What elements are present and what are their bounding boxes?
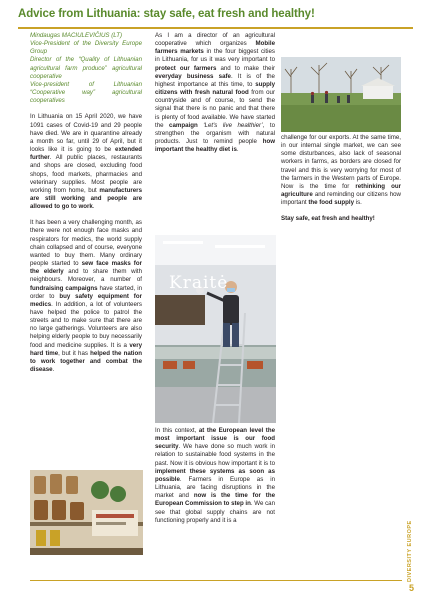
page-title: Advice from Lithuania: stay safe, eat fresh and healthy! <box>18 8 315 20</box>
author-role-2: Director of the “Quality of Lithuanian agricultural farm produce” agricultural cooperative <box>30 56 142 80</box>
col1-paragraph-2: It has been a very challenging month, as there were not enough face masks and respirators for medics, the world supply chain collapsed and of course, everyone wanted to buy them. Many ordinary people started to sew face masks for the elderly and to share them with neighbours. Moreover, a number of fundraising campaigns have started, in order to buy safety equipment for medics. In addition, a lot of volunteers have helped the police to patrol the streets and to make sure that there are no large gatherings. Volunteers are also helping elderly people to buy necessarily food and medicine supplies. It is a very hard time, but it has helped the nation to work together and combat the disease. <box>30 219 143 374</box>
author-role-3: Vice-president of Lithuanian “Cooperative way” agricultural cooperatives <box>30 80 142 105</box>
products-illustration <box>30 470 143 555</box>
shop-disinfection-photo <box>155 235 276 423</box>
column-1 <box>30 32 142 382</box>
column-2-lower <box>155 427 275 533</box>
farmers-market-photo <box>281 57 401 132</box>
col3-closing: Stay safe, eat fresh and healthy! <box>281 215 375 223</box>
products-photo <box>30 470 143 555</box>
shop-sign: Kraitė <box>169 273 229 293</box>
author-block <box>30 32 142 105</box>
column-3 <box>281 134 401 232</box>
column-2 <box>155 32 275 162</box>
section-label: DIVERSITY EUROPE <box>407 520 413 582</box>
title-rule <box>18 27 413 29</box>
shop-illustration <box>155 235 276 423</box>
col3-paragraph-1: challenge for our exports. At the same time, in our internal single market, we can see some disturbances, also lack of seasonal workers in farms, as borders are closed for travel and this is very worrying for most of the farmers in the Western parts of Europe. Now is the time for rethinking our agriculture and reminding our citizens how important the food supply is. <box>281 134 401 207</box>
author-name: Mindaugas MACIULEVIČIUS (LT) <box>30 32 123 39</box>
footer-rule <box>30 580 402 581</box>
col1-paragraph-1: In Lithuania on 15 April 2020, we have 1091 cases of Covid-19 and 29 people have died. We are in quarantine already a month so far, until 29 of April, but it looks like it is going to be extended further. All public places, restaurants and shops are closed, excluding food shops, food markets, pharmacies and veterinary supplies. Most people are working from home, but manufacturers are still working and people are allowed to go to work. <box>30 113 142 211</box>
col2-paragraph-1: As I am a director of an agricultural cooperative which organizes Mobile farmers markets in the four biggest cities in Lithuania, for us it was very important to protect our farmers and to make their everyday business safe. It is of the highest importance at this time, to supply citizens with fresh natural food from our countryside and of course, to send the signal that there is no panic and that there is plenty of food available. We have started the campaign ‘Let's live healthier’, to strengthen the organism with natural products. Just to remind people how important the healthy diet is. <box>155 32 275 154</box>
author-role-1: Vice-President of the Diversity Europe Group <box>30 40 142 56</box>
farmers-market-illustration <box>281 57 401 132</box>
page-number: 5 <box>409 583 415 593</box>
col2b-paragraph-1: In this context, at the European level the most important issue is our food security. We have done so much work in relation to sustainable food systems in the past. Now it is obvious how important it is to implement these systems as soon as possible. Farmers in Europe as in Lithuania, are facing disruptions in the market and now is the time for the European Commission to step in. We can see that global supply chains are not functioning properly and it is a <box>155 427 275 524</box>
